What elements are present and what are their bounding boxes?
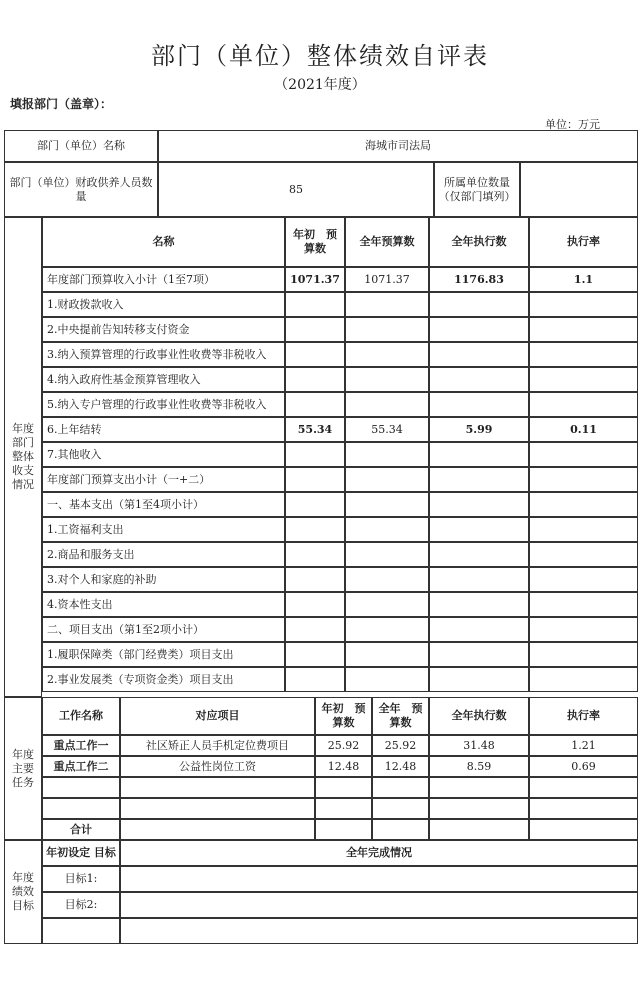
goal-row-result[interactable]: [120, 866, 638, 892]
task-row-annual[interactable]: [372, 798, 429, 819]
budget-row-initial[interactable]: [285, 367, 345, 392]
budget-row-executed[interactable]: [429, 392, 529, 417]
budget-row-executed[interactable]: [429, 642, 529, 667]
task-row-initial[interactable]: [315, 777, 372, 798]
budget-row-rate[interactable]: [529, 517, 638, 542]
budget-row-name: 2.中央提前告知转移支付资金: [42, 317, 285, 342]
budget-row-name: 4.资本性支出: [42, 592, 285, 617]
budget-row-annual[interactable]: [345, 442, 429, 467]
evaluation-table: [4, 130, 638, 944]
budget-row-executed[interactable]: [429, 517, 529, 542]
task-row-annual[interactable]: [372, 819, 429, 840]
page-subtitle: （2021年度）: [274, 77, 366, 93]
budget-row-initial[interactable]: [285, 467, 345, 492]
budget-header-name: 名称: [42, 217, 285, 267]
task-row-annual[interactable]: 25.92: [372, 735, 429, 756]
budget-row-rate[interactable]: 1.1: [529, 267, 638, 292]
budget-row-name: 年度部门预算支出小计（一+二）: [42, 467, 285, 492]
budget-row-rate[interactable]: [529, 342, 638, 367]
budget-row-executed[interactable]: [429, 467, 529, 492]
budget-row-initial[interactable]: [285, 517, 345, 542]
budget-row-initial[interactable]: [285, 542, 345, 567]
budget-row-annual[interactable]: [345, 492, 429, 517]
tasks-section-label: 年度主要任务: [4, 697, 42, 840]
task-header-executed: 全年执行数: [429, 697, 529, 735]
budget-row-annual[interactable]: [345, 517, 429, 542]
task-header-name: 工作名称: [42, 697, 120, 735]
task-row-executed[interactable]: [429, 777, 529, 798]
budget-row-executed[interactable]: [429, 442, 529, 467]
budget-row-initial[interactable]: [285, 292, 345, 317]
goal-row-label: 目标1:: [42, 866, 120, 892]
budget-header-executed: 全年执行数: [429, 217, 529, 267]
budget-row-executed[interactable]: 5.99: [429, 417, 529, 442]
dept-name-value[interactable]: 海城市司法局: [158, 130, 638, 162]
task-header-initial: 年初 预算数: [315, 697, 372, 735]
task-row-rate[interactable]: 1.21: [529, 735, 638, 756]
budget-row-annual[interactable]: [345, 617, 429, 642]
budget-row-rate[interactable]: [529, 642, 638, 667]
task-header-rate: 执行率: [529, 697, 638, 735]
budget-section-label: 年度部门整体收支情况: [4, 217, 42, 697]
budget-row-initial[interactable]: [285, 317, 345, 342]
budget-row-rate[interactable]: 0.11: [529, 417, 638, 442]
dept-name-label: 部门（单位）名称: [4, 130, 158, 162]
sub-unit-count-value[interactable]: [520, 162, 638, 217]
budget-row-rate[interactable]: [529, 567, 638, 592]
budget-row-annual[interactable]: [345, 392, 429, 417]
goal-row-label: 目标2:: [42, 892, 120, 918]
budget-row-name: 2.事业发展类（专项资金类）项目支出: [42, 667, 285, 692]
budget-row-name: 2.商品和服务支出: [42, 542, 285, 567]
budget-row-rate[interactable]: [529, 667, 638, 692]
task-row-rate[interactable]: [529, 798, 638, 819]
budget-row-executed[interactable]: [429, 542, 529, 567]
task-row-name: 重点工作一: [42, 735, 120, 756]
budget-row-name: 二、项目支出（第1至2项小计）: [42, 617, 285, 642]
budget-row-name: 5.纳入专户管理的行政事业性收费等非税收入: [42, 392, 285, 417]
budget-row-annual[interactable]: [345, 467, 429, 492]
task-row-project[interactable]: [120, 777, 315, 798]
budget-row-executed[interactable]: 1176.83: [429, 267, 529, 292]
budget-row-name: 3.对个人和家庭的补助: [42, 567, 285, 592]
budget-header-annual: 全年预算数: [345, 217, 429, 267]
budget-row-annual[interactable]: [345, 317, 429, 342]
task-row-executed[interactable]: [429, 798, 529, 819]
budget-row-name: 7.其他收入: [42, 442, 285, 467]
budget-row-initial[interactable]: [285, 442, 345, 467]
goals-section-label: 年度绩效目标: [4, 840, 42, 944]
budget-row-annual[interactable]: [345, 642, 429, 667]
budget-header-rate: 执行率: [529, 217, 638, 267]
page-title: 部门（单位）整体绩效自评表: [151, 42, 489, 70]
budget-row-executed[interactable]: [429, 292, 529, 317]
task-row-initial[interactable]: 12.48: [315, 756, 372, 777]
budget-row-executed[interactable]: [429, 317, 529, 342]
budget-row-initial[interactable]: [285, 617, 345, 642]
budget-row-initial[interactable]: [285, 592, 345, 617]
task-row-executed[interactable]: 8.59: [429, 756, 529, 777]
budget-row-annual[interactable]: 55.34: [345, 417, 429, 442]
staff-count-label: 部门（单位）财政供养人员数量: [4, 162, 158, 217]
budget-row-rate[interactable]: [529, 617, 638, 642]
task-row-executed[interactable]: 31.48: [429, 735, 529, 756]
task-row-rate[interactable]: 0.69: [529, 756, 638, 777]
task-row-project[interactable]: [120, 798, 315, 819]
goal-row-label: [42, 918, 120, 944]
budget-row-executed[interactable]: [429, 592, 529, 617]
task-row-initial[interactable]: 25.92: [315, 735, 372, 756]
budget-row-rate[interactable]: [529, 292, 638, 317]
budget-row-name: 6.上年结转: [42, 417, 285, 442]
budget-row-rate[interactable]: [529, 392, 638, 417]
budget-row-name: 3.纳入预算管理的行政事业性收费等非税收入: [42, 342, 285, 367]
task-row-initial[interactable]: [315, 798, 372, 819]
budget-row-rate[interactable]: [529, 467, 638, 492]
staff-count-value[interactable]: 85: [158, 162, 434, 217]
budget-row-name: 1.工资福利支出: [42, 517, 285, 542]
task-row-annual[interactable]: 12.48: [372, 756, 429, 777]
budget-header-initial: 年初 预算数: [285, 217, 345, 267]
budget-row-executed[interactable]: [429, 567, 529, 592]
goal-row-result[interactable]: [120, 918, 638, 944]
budget-row-annual[interactable]: [345, 542, 429, 567]
task-row-project[interactable]: [120, 819, 315, 840]
goal-row-result[interactable]: [120, 892, 638, 918]
budget-row-rate[interactable]: [529, 367, 638, 392]
budget-row-executed[interactable]: [429, 617, 529, 642]
goals-header-set: 年初设定 目标: [42, 840, 120, 866]
task-row-rate[interactable]: [529, 819, 638, 840]
budget-row-rate[interactable]: [529, 492, 638, 517]
budget-row-executed[interactable]: [429, 667, 529, 692]
budget-row-initial[interactable]: [285, 342, 345, 367]
fill-dept-label: 填报部门（盖章）：: [10, 97, 113, 111]
task-row-name: 合计: [42, 819, 120, 840]
budget-row-name: 1.财政拨款收入: [42, 292, 285, 317]
budget-row-initial[interactable]: 1071.37: [285, 267, 345, 292]
task-row-annual[interactable]: [372, 777, 429, 798]
budget-row-executed[interactable]: [429, 342, 529, 367]
budget-row-initial[interactable]: [285, 392, 345, 417]
task-header-project: 对应项目: [120, 697, 315, 735]
budget-row-annual[interactable]: [345, 667, 429, 692]
budget-row-rate[interactable]: [529, 542, 638, 567]
budget-row-rate[interactable]: [529, 592, 638, 617]
budget-row-name: 年度部门预算收入小计（1至7项）: [42, 267, 285, 292]
budget-row-initial[interactable]: [285, 492, 345, 517]
budget-row-rate[interactable]: [529, 317, 638, 342]
task-row-project[interactable]: 公益性岗位工资: [120, 756, 315, 777]
budget-row-executed[interactable]: [429, 492, 529, 517]
budget-row-rate[interactable]: [529, 442, 638, 467]
task-header-annual: 全年 预算数: [372, 697, 429, 735]
budget-row-initial[interactable]: [285, 567, 345, 592]
task-row-rate[interactable]: [529, 777, 638, 798]
task-row-name: 重点工作二: [42, 756, 120, 777]
budget-row-annual[interactable]: [345, 567, 429, 592]
budget-row-name: 一、基本支出（第1至4项小计）: [42, 492, 285, 517]
budget-row-annual[interactable]: 1071.37: [345, 267, 429, 292]
budget-row-initial[interactable]: [285, 667, 345, 692]
budget-row-initial[interactable]: 55.34: [285, 417, 345, 442]
budget-row-annual[interactable]: [345, 367, 429, 392]
budget-row-annual[interactable]: [345, 342, 429, 367]
budget-row-name: 4.纳入政府性基金预算管理收入: [42, 367, 285, 392]
task-row-project[interactable]: 社区矫正人员手机定位费项目: [120, 735, 315, 756]
budget-row-initial[interactable]: [285, 642, 345, 667]
task-row-initial[interactable]: [315, 819, 372, 840]
task-row-name: [42, 798, 120, 819]
budget-row-annual[interactable]: [345, 592, 429, 617]
task-row-name: [42, 777, 120, 798]
goals-header-done: 全年完成情况: [120, 840, 638, 866]
unit-label: 单位：万元: [545, 118, 600, 131]
task-row-executed[interactable]: [429, 819, 529, 840]
budget-row-name: 1.履职保障类（部门经费类）项目支出: [42, 642, 285, 667]
sub-unit-count-label: 所属单位数量（仅部门填列）: [434, 162, 520, 217]
budget-row-annual[interactable]: [345, 292, 429, 317]
budget-row-executed[interactable]: [429, 367, 529, 392]
